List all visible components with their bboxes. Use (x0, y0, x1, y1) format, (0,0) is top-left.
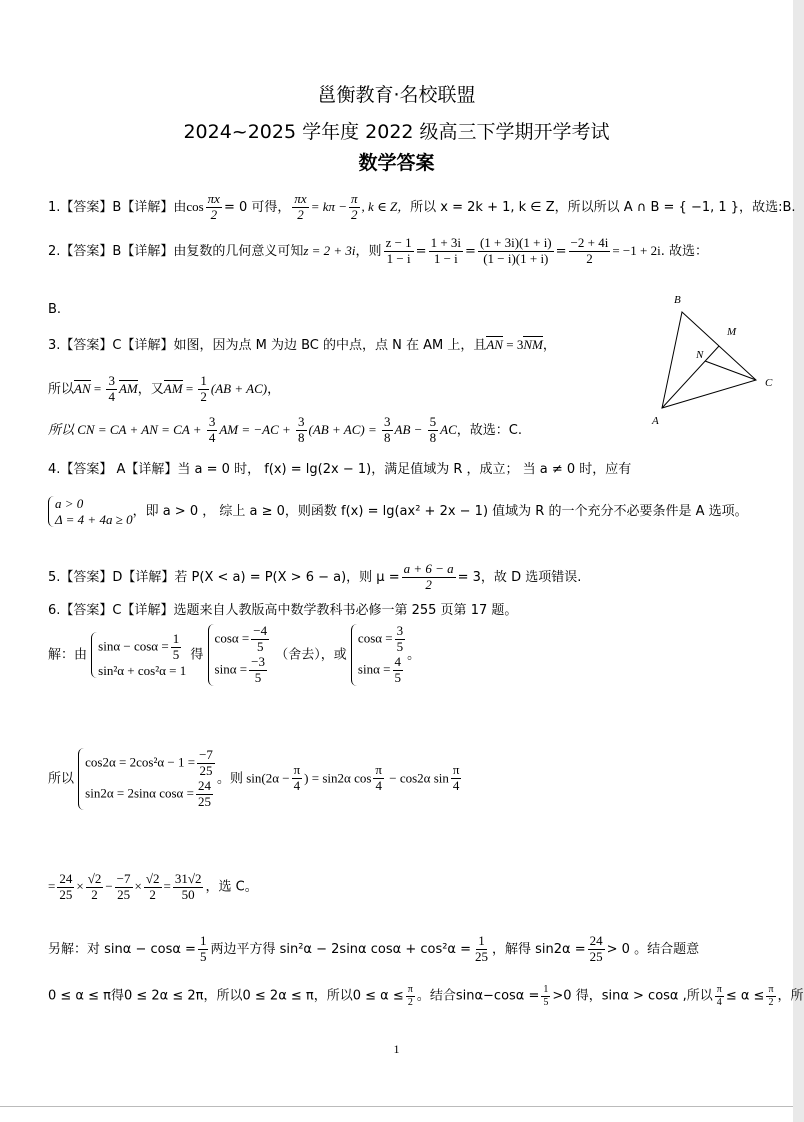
q6-s2b-d: 5 (254, 669, 262, 685)
q3-l2-eq: = (90, 380, 105, 396)
q4-sys-1: a > 0 (55, 496, 84, 511)
q2-tail: B. (48, 302, 62, 317)
question-6-alt1 (48, 934, 699, 965)
q6-s2a: cosα = (214, 630, 250, 646)
q2-end: . 故选： (660, 243, 708, 259)
q1-eq0: = 0 可得， (223, 199, 291, 215)
q6-then-d: 4 (293, 778, 301, 794)
q3-l2-fd: 4 (108, 388, 115, 404)
q6-then2-d: 4 (375, 778, 382, 794)
q6-then3: − cos2α sin (385, 770, 449, 786)
q6-s3-end: 。 (407, 647, 421, 663)
q2-z: z = 2 + 3i (303, 242, 356, 258)
q2-f2-num: 1 + 3i (430, 235, 462, 250)
q3-l3-d: AB − (394, 421, 426, 437)
q3-l2-fn: 3 (108, 373, 115, 388)
q3-l3-e: AC (440, 421, 457, 437)
q3-l3-f4d: 8 (429, 429, 437, 445)
q3-l2-paren: (AB + AC) (210, 380, 268, 396)
q3-l2-end: ， (267, 381, 281, 397)
q6-alt1-n2: 1 (478, 933, 485, 948)
q6-rc-n: 31√2 (174, 871, 202, 886)
q1-frac-num: πx (207, 191, 220, 206)
question-6-alt2 (48, 984, 804, 1008)
q1-pi-num: π (351, 191, 358, 206)
q5-end: = 3，故 D 选项错误. (457, 569, 582, 585)
question-6-cos2a (48, 748, 463, 810)
org-title: 邕衡教育·名校联盟 (317, 84, 476, 106)
q6-then: 。则 sin(2α − (216, 770, 290, 786)
q1-end: 故选:B. (752, 199, 796, 215)
q3-l2-eq2: = (182, 380, 197, 396)
q3-l3-f2d: 8 (298, 429, 305, 445)
q6-alt2-c: >0 得，sinα > cosα ,所以 (552, 988, 713, 1004)
q3-vec-nm: NM (523, 337, 543, 352)
q3-vec-an: AN (486, 337, 503, 352)
q6-alt1-b: 两边平方得 sin²α − 2sinα cosα + cos²α = (210, 941, 472, 957)
q6-s2b: sinα = (214, 661, 248, 677)
q6-choose: ，选 C。 (205, 879, 258, 895)
q6-s4b: sin2α = 2sinα cosα = (85, 785, 194, 801)
q6-s3b-d: 5 (394, 669, 401, 685)
q6-s2a-n: −4 (253, 623, 268, 638)
q6-alt2-e: ，所 (777, 988, 804, 1004)
label-m: M (727, 326, 737, 338)
label-a: A (652, 415, 659, 427)
label-b: B (674, 294, 681, 306)
q6-s4b-n: 24 (197, 777, 211, 793)
q6-alt2-f-d: 5 (543, 996, 549, 1008)
q2-f3-den: (1 − i)(1 + i) (483, 250, 549, 266)
q6-then2: ) = sin2α cos (304, 770, 372, 786)
q6-then2-n: π (375, 762, 382, 778)
question-3-line1 (48, 334, 556, 353)
q2-prefix: 2.【答案】B【详解】由复数的几何意义可知 (48, 243, 304, 259)
q6-s2a-d: 5 (256, 638, 264, 654)
q6-s1a-d: 5 (172, 646, 180, 662)
q6-s4a-d: 25 (199, 762, 213, 778)
q6-s3a-n: 3 (396, 623, 404, 638)
q3-l3-b: AM = −AC + (219, 421, 295, 437)
q2-result: = −1 + 2i (612, 242, 661, 258)
q6-discard: （舍去），或 (275, 647, 347, 663)
q6-s1a: sinα − cosα = (98, 638, 169, 654)
q6-s4a-n: −7 (199, 747, 213, 762)
q3-l2-prefix: 所以 (48, 381, 75, 397)
q6-alt2-p2-n: π (768, 984, 774, 995)
q6-s3a: cosα = (357, 630, 393, 646)
label-n: N (696, 349, 704, 361)
q6-alt2: 0 ≤ α ≤ π得0 ≤ 2α ≤ 2π，所以0 ≤ 2α ≤ π，所以0 ≤ α ≤ (48, 988, 404, 1004)
q6-s3b-n: 4 (394, 653, 401, 669)
q6-alt1-d: 5 (199, 948, 207, 964)
q3-line1: 3.【答案】C【详解】如图，因为点 M 为边 BC 的中点，点 N 在 AM 上，且 (48, 338, 487, 353)
q6-alt2-d: ≤ α ≤ (725, 988, 765, 1004)
q3-l3: 所以 CN = CA + AN = CA + (48, 421, 205, 437)
q2-f2-den: 1 − i (433, 250, 458, 266)
question-2: 2.【答案】B【详解】由复数的几何意义可知z = 2 + 3i，则 $\frac{z - 1}{1 - i}$ = $\frac{1 + 3i}{1 - i}$ = $\frac{(1 + 3i)(1 + i)}{(1 - i)(1 + i)}$ = $\frac{-2 + 4i}{2}$ = −1 + 2i. 故选： (48, 235, 708, 266)
exam-title: 2024~2025 学年度 2022 级高三下学期开学考试 (183, 121, 610, 143)
q3-l3-fd: 4 (208, 429, 216, 445)
q6-alt2-f-n: 1 (543, 984, 549, 995)
q3-l2-f2d: 2 (200, 388, 207, 404)
label-c: C (765, 377, 773, 389)
q6-sol-prefix: 解：由 (48, 647, 88, 663)
q2-f1-num: z − 1 (385, 235, 412, 250)
q6-rb-n: −7 (116, 871, 131, 886)
q6-ra-n: 24 (59, 871, 73, 886)
q1-frac2-den: 2 (297, 206, 304, 222)
q5-prefix: 5.【答案】D【详解】若 P(X < a) = P(X > 6 − a)，则 μ = (48, 569, 400, 585)
q3-l3-f4n: 5 (429, 414, 437, 429)
page-bottom-divider (0, 1106, 793, 1107)
q3-l3-f2n: 3 (298, 414, 305, 429)
q5-fn: a + 6 − a (403, 561, 454, 576)
q4-sys-2: Δ = 4 + 4a ≥ 0 (55, 511, 133, 527)
q2-f4-den: 2 (586, 250, 593, 266)
q6-alt1-c: ，解得 sin2α = (492, 941, 586, 957)
q2-then: ，则 (355, 243, 382, 259)
question-6-result: = $\frac{24}{25}$ × $\frac{√2}{2}$ − $\frac{-7}{25}$ × $\frac{√2}{2}$ = $\frac{31√2}{50}$ ，选 C。 (48, 871, 258, 902)
q6-ra-d: 25 (59, 886, 73, 902)
q1-kz: , k ∈ Z， (361, 198, 411, 214)
question-1 (48, 192, 796, 223)
answer-title: 数学答案 (358, 152, 435, 174)
q1-frac2-num: πx (294, 191, 307, 206)
q6-s4b-d: 25 (197, 793, 211, 809)
question-3-line3 (48, 415, 522, 446)
q6-s1b: sin²α + cos²α = 1 (98, 662, 187, 678)
q3-line1-end: ， (542, 338, 556, 353)
q6-alt2-p4-d: 4 (716, 996, 722, 1008)
q1-prefix: 1.【答案】B【详解】由 (48, 199, 187, 215)
q3-l2-f2n: 1 (200, 373, 207, 388)
question-5 (48, 562, 581, 593)
q6-alt2-b: 。结合sinα−cosα = (416, 988, 540, 1004)
q2-f4-num: −2 + 4i (570, 235, 609, 250)
q6-alt1-end: > 0 。结合题意 (606, 941, 700, 957)
q6-then3-d: 4 (452, 778, 460, 794)
page-number: 1 (393, 1042, 400, 1056)
q6-sq2-a: √2 (87, 871, 102, 886)
q1-cos: cos (186, 198, 204, 214)
q1-frac-den: 2 (210, 206, 218, 222)
q6-s3b: sinα = (357, 661, 391, 677)
q6-alt1-n: 1 (199, 933, 207, 948)
q3-l2-vec: AN (74, 380, 91, 396)
q6-sq2-b: √2 (145, 871, 160, 886)
q3-l3-f3d: 8 (384, 429, 391, 445)
question-4-line1: 4.【答案】 A【详解】当 a = 0 时， f(x) = lg(2x − 1)，满足值域为 R ，成立； 当 a ≠ 0 时，应有 (48, 462, 632, 477)
q2-f3-num: (1 + 3i)(1 + i) (479, 235, 552, 250)
q6-s1a-n: 1 (172, 630, 180, 646)
q6-alt1-a: 另解：对 sinα − cosα = (48, 941, 196, 957)
q6-so: 所以 (48, 771, 75, 787)
q6-two-b: 2 (149, 886, 156, 902)
q3-l3-end: ，故选：C. (456, 422, 522, 438)
q1-pi-den: 2 (351, 206, 358, 222)
q5-fd: 2 (425, 576, 432, 592)
q6-alt2-p4-n: π (716, 984, 722, 995)
q3-l2-vec2: AM (118, 380, 138, 396)
q6-get: 得 (190, 647, 204, 663)
q6-two-a: 2 (91, 886, 98, 902)
q6-s3a-d: 5 (396, 638, 404, 654)
q3-l2-vec3: AM (163, 380, 183, 396)
q1-eq-kpi: = kπ − (310, 198, 348, 214)
q1-mid: 所以 x = 2k + 1, k ∈ Z，所以所以 A ∩ B = { −1, 1 }， (410, 199, 753, 215)
q6-alt1-d3: 25 (589, 948, 603, 964)
q3-l3-fn: 3 (208, 414, 216, 429)
q6-s4a: cos2α = 2cos²α − 1 = (85, 754, 196, 770)
q6-s2b-n: −3 (251, 653, 265, 669)
q6-then3-n: π (452, 762, 460, 778)
q4-mid: ，即 a > 0 ， 综上 a ≥ 0，则函数 f(x) = lg(ax² + 2x − 1) 值域为 R 的一个充分不必要条件是 A 选项。 (132, 504, 748, 520)
question-3-line2 (48, 374, 280, 405)
question-4-line2 (48, 496, 748, 527)
q2-f1-den: 1 − i (386, 250, 411, 266)
q6-alt1-n3: 24 (589, 933, 603, 948)
question-6-line1: 6.【答案】C【详解】选题来自人教版高中数学教科书必修一第 255 页第 17 题。 (48, 603, 518, 618)
q6-alt1-d2: 25 (475, 948, 489, 964)
q6-alt2-p2-d: 2 (768, 996, 774, 1008)
question-6-solution (48, 624, 420, 686)
q6-alt2-pi-d: 2 (407, 996, 413, 1008)
q6-then-n: π (293, 762, 301, 778)
q3-l3-c: (AB + AC) = (308, 421, 380, 437)
triangle-figure (648, 290, 778, 430)
q6-rb-d: 25 (117, 886, 131, 902)
q3-eq1: = 3 (502, 337, 524, 352)
q3-l3-f3n: 3 (384, 414, 391, 429)
q6-alt2-pi-n: π (407, 984, 413, 995)
q3-l2-mid: ，又 (137, 381, 164, 397)
q6-rc-d: 50 (181, 886, 195, 902)
